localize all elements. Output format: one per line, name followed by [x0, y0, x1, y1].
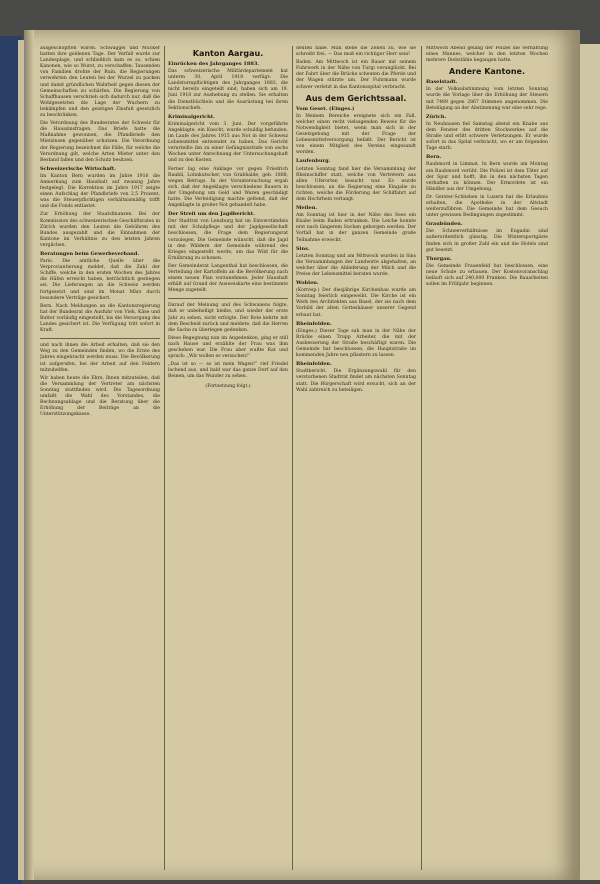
article-subheading: Graubünden.: [426, 221, 463, 228]
article-subheading: Thurgau.: [426, 255, 452, 262]
article-subheading: Sins.: [296, 245, 310, 252]
article-text: Stadtbericht. Die Ergänzungswahl für den verstorbenen Stadtrat findet am nächsten Sonntag statt. Die Bürgerschaft wird ersucht, sich an der Wahl zahlreich zu beteiligen.: [296, 369, 416, 393]
article-subheading: Baselstadt.: [426, 79, 458, 86]
continuation-note: (Fortsetzung folgt.): [205, 383, 251, 389]
section-heading-court: Aus dem Gerichtssaal.: [305, 93, 407, 103]
column-4: [426, 46, 548, 290]
article-text: In der Volksabstimmung vom letzten Sonntag wurde die Vorlage über die Erhöhung der Steuern mit 7489 gegen 2867 Stimmen angenommen. Die Beteiligung an der Abstimmung war eine sehr rege.: [426, 87, 548, 111]
article-subheading: Rheinfelden.: [296, 361, 332, 368]
article-text: „Das ist so — so ist mein Wagen!“ rief Friedel lachend aus, und bald war das ganze Dorf auf den Beinen, um das Wunder zu sehen.: [168, 362, 288, 380]
column-rule: [421, 46, 422, 870]
article-text: (Korresp.) Der diesjährige Kirchenbau wurde am Sonntag feierlich eingeweiht. Die Kirche ist ein Werk des Architekten aus Basel, der sie nach dem Vorbild der alten Gotteshäuser unserer Gegend erbaut hat.: [296, 288, 416, 318]
article-text: Der Gemeinderat Langenthal hat beschlossen, die Verteilung der Kartoffeln an die Bevölkerung nach einem neuen Plan vorzunehmen. Jeder Haushalt erhält auf Grund der Ausweiskarte eine bestimmte Menge zugeteilt.: [168, 263, 288, 294]
article-text: Dr. Gerster-Schlieben in Luzern hat die Erlaubnis erhalten, die Apotheke in der Altstadt weiterzuführen. Die Gemeinde hat dem Gesuch unter gewissen Bedingungen zugestimmt.: [426, 194, 548, 219]
article-text: (Einges.) Dieser Tage sah man in der Nähe der Brücke einen Trupp Arbeiter, die mit der Ausbesserung der Straße beschäftigt waren. Die Gemeinde hat beschlossen, die Hauptstraße im kommenden Jahre neu pflastern zu lassen.: [296, 328, 416, 359]
article-subheading: Rheinfelden.: [296, 320, 332, 327]
article-text: Darauf der Meinung und des Schwanens folgte, daß er unbehelligt bleibe, und wieder der erste Jahr zu sehen, nicht erfolgte. Der Bote kehrte mit dem Bescheid zurück und meldete, daß die Herren die Sache zu überlegen gedenken.: [168, 303, 288, 333]
article-text: Bern. Nach Meldungen an die Kantonsregierung hat der Bundesrat die Ausfuhr von Vieh, Käse und Butter vorläufig eingestellt, bis die Versorgung des Landes gesichert ist. Die Verfügung tritt sofort in Kraft.: [40, 303, 160, 334]
article-subheading: Der Streit um den Jagdbericht.: [168, 211, 255, 218]
article-text: Zur Erhöhung der Staatsfinanzen. Bei der Kommission des schweizerischen Geschäftsrates in Zürich wurden den Leuten die Gebühren des Bundes ausgezahlt und die Einnahmen der Kantone im Verhältnis zu den letzten Jahren verglichen.: [40, 212, 160, 248]
article-subheading: Vom Geset. (Einges.): [296, 105, 355, 112]
article-subheading: Wohlen.: [296, 280, 319, 287]
article-subheading: Zürich.: [426, 113, 447, 120]
article-subheading: Schweizerische Wirtschaft.: [40, 165, 116, 172]
article-text: Diese Begegnung nun im Angedenken, ging er still nach Hause und erzählte der Frau was ihm geschehen war. Die Frau aber wußte Rat und sprach: „Wir wollen es versuchen!“: [168, 335, 288, 360]
article-text: Die Verordnung des Bundesrates der Schweiz für die Hauszinsfragen. Das Briefe hatte die Maßnahme gewonnen, die Pfandbriefe den Mietzinsen gegenüber schutzen. Die Verordnung der Regierung bezeichnet die Fälle, für welche die Verordnung gilt, welche Arten Mieter unter den Bestand fallen und den Schutz besitzen.: [40, 121, 160, 163]
article-text: Raubmord in Limmat. In Bern wurde am Montag ein Raubmord verübt. Die Polizei ist dem Täter auf der Spur und hofft, ihn in den nächsten Tagen verhaften zu können. Der Ermordete ist ein Händler aus der Umgebung.: [426, 162, 548, 192]
article-text: Am Sonntag ist hier in der Nähe des Sees ein Knabe beim Baden ertrunken. Die Leiche konnte erst nach längerem Suchen geborgen werden. Der Vorfall hat in der ganzen Gemeinde große Teilnahme erweckt.: [296, 213, 416, 243]
column-rule: [164, 46, 165, 870]
column-2: [168, 46, 288, 393]
section-heading-other-cantons: Andere Kantone.: [449, 67, 525, 77]
article-text: und nach ihnen die Arbeit erhalten, daß sie den Weg zu den Gemeinden finden, wo die Ernte des Jahres eingebracht werden muss. Die Bevölkerung ist aufgerufen, bei der Arbeit auf den Feldern mitzuhelfen.: [40, 343, 160, 373]
column-1: [40, 46, 160, 420]
article-text: Letzten Sonntag fand hier die Versammlung der Rheinschiffer statt, welche von Vertretern aus allen Uferorten besucht war. Es wurde beschlossen, an die Regierung eine Eingabe zu richten, welche die Förderung der Schiffahrt auf dem Hochrhein verlangt.: [296, 166, 416, 202]
article-subheading: Bern.: [426, 154, 442, 161]
article-text: In Neuhausen fiel Samstag abend ein Knabe aus dem Fenster des dritten Stockwerkes auf die Straße und erlitt schwere Verletzungen. Er wurde sofort in das Spital verbracht, wo er am folgenden Tage starb.: [426, 121, 548, 152]
article-text: Baden. Am Mittwoch ist ein Bauer mit seinem Fuhrwerk in der Nähe von Turgi verunglückt. Bei der Fahrt über die Brücke scheuten die Pferde und der Wagen stürzte um. Der Fuhrmann wurde schwer verletzt in das Kantonsspital verbracht.: [296, 60, 416, 90]
section-heading-aargau: Kanton Aargau.: [192, 49, 264, 58]
article-subheading: Laufenburg.: [296, 158, 331, 165]
article-subheading: Einrücken des Jahrganges 1883.: [168, 61, 260, 67]
article-text: Die Schneeverhältnisse im Engadin sind außerordentlich günstig. Die Wintersportgäste finden sich in großer Zahl ein und die Hotels sind gut besetzt.: [426, 229, 548, 253]
article-text: Die Gemeinde Frauenfeld hat beschlossen, eine neue Schule zu erbauen. Der Kostenvoranschlag beläuft sich auf 240,000 Franken. Die Bauarbeiten sollen im Frühjahr beginnen.: [426, 263, 548, 288]
article-subheading: Beratungen beim Gewerbeverband.: [40, 251, 140, 257]
article-text: Wir haben heute die Ehre, Ihnen mitzuteilen, daß die Versammlung der Vertreter am nächsten Sonntag stattfinden wird. Die Tagesordnung umfaßt die Wahl des Vorstandes, die Rechnungsablage und die Beratung über die Erhöhung der Beiträge an die Unterstützungskasse.: [40, 375, 160, 418]
column-rule: [292, 46, 293, 870]
article-subheading: Meilen.: [296, 205, 318, 212]
article-text: In Meinem Bereiche ereignete sich ein Fall, welcher einen recht vielsagenden Beweis für die Notwendigkeit bietet, wenn man sich in der Gesetzgebung mit der Frage der Lebensmittelversorgung befaßt. Der Bericht ist von einem Mitglied des Vereins eingesandt worden.: [296, 113, 416, 156]
article-text: Letzten Sonntag und am Mittwoch wurden in Sins die Versammlungen der Landwirte abgehalten, an welcher über die Ablieferung der Milch und die Preise der Lebensmittel beraten wurde.: [296, 253, 416, 277]
column-3: [296, 46, 416, 396]
article-text: Mittwoch Abend gelang der Polizei die Verhaftung eines Mannes, welcher in den letzten Wochen mehrere Diebstähle begangen hatte.: [426, 46, 548, 64]
article-text: ausgeschöpften waren. Schwaggel und Mucker hatten ihre goldenen Tage. Der Verfall wurde zur Landesplage, und schließlich kam es so, schien Kanonen, wie so Wurst, zu verschaffen. Tausenden von Familien drohte der Ruin, die Regierungen verwehrten den Leuten bei der Wurzel zu packen und damit gründlichen Wahrheit gegen diesen der Gemeinschaften zu schärfen. Die Regierung von Schaffhausen verschrieb sich dadurch nur, daß die Wohlgesetzten die Lage der Wuchern zu bekämpfen und den geistigen Zinsfuß gesetzlich zu beschränken.: [40, 46, 160, 119]
next-page-edge: [580, 44, 600, 880]
article-text: Paris. Die amtliche Quelle über die Verproviantierung meldet, daß die Zahl der Schiffe, welche in den ersten Wochen des Jahres die Häfen erreicht haben, beträchtlich gestiegen sei. Die Lieferungen an die Schweiz werden fortgesetzt und sind im Monat März durch besondere Verträge gesichert.: [40, 259, 160, 301]
page-gutter: [24, 30, 34, 880]
article-text: Das schweizerische Militärdepartement hat unterm 30. April 1918 verfügt: Die Landsturmpflichtigen des Jahrganges 1883, die nicht bereits eingeteilt sind, haben sich am 19. Juni 1918 zur Aushebung zu stellen. Sie erhalten die Dienstbüchlein und die Ausrüstung bei ihren Sektionschefs.: [168, 69, 288, 111]
article-text: Ferner lag eine Anklage vor gegen Friedrich Raubli, Lohnkutscher, von Grabhalde, geb. 1888, wegen Betrugs. In der Voruntersuchung ergab sich, daß der Angeklagte verschiedene Bauern in der Umgebung um Geld und Waren geschädigt hatte. Die Verteidigung machte geltend, daß der Angeklagte in großer Not gehandelt habe.: [168, 166, 288, 209]
article-subheading: Kriminalgericht.: [168, 113, 215, 120]
article-text: Kriminalgericht vom 3. Juni. Der vorgeführte Angeklagte, ein Knecht, wurde schuldig befunden, im Laufe des Jahres 1915 aus Not in der Schweiz Lebensmittel entwendet zu haben. Das Gericht verurteilte ihn zu einer Gefängnisstrafe von sechs Wochen unter Anrechnung der Untersuchungshaft und zu den Kosten.: [168, 121, 288, 164]
section-divider: [168, 298, 288, 299]
article-text: deuten habe. Man stelle die Zeilen zu, wie sie schreibt frei. — Das muß ein richtiger Herr sein!: [296, 46, 416, 58]
article-text: Der Stadtrat von Lenzburg hat im Einverständnis mit der Schulpflege und der Jagdgesellschaft beschlossen, die Frage dem Regierungsrat vorzulegen. Die Gemeinde wünscht, daß die Jagd in den Wäldern der Gemeinde während des Krieges eingestellt werde, um das Wild für die Ernährung zu schonen.: [168, 219, 288, 261]
section-divider: [40, 338, 160, 339]
article-text: Im Kanton Bern wurden im Jahre 1916 die Anmerkung zum Haushalt auf zwanzig Jahre festgelegt. Die Korrektion im Jahre 1917 zeigte einen Aufschlag der Pfandbriefe von 2,5 Prozent, was die Steuerpflichtigen verhältnismäßig trifft und die Fonds entlastet.: [40, 173, 160, 210]
